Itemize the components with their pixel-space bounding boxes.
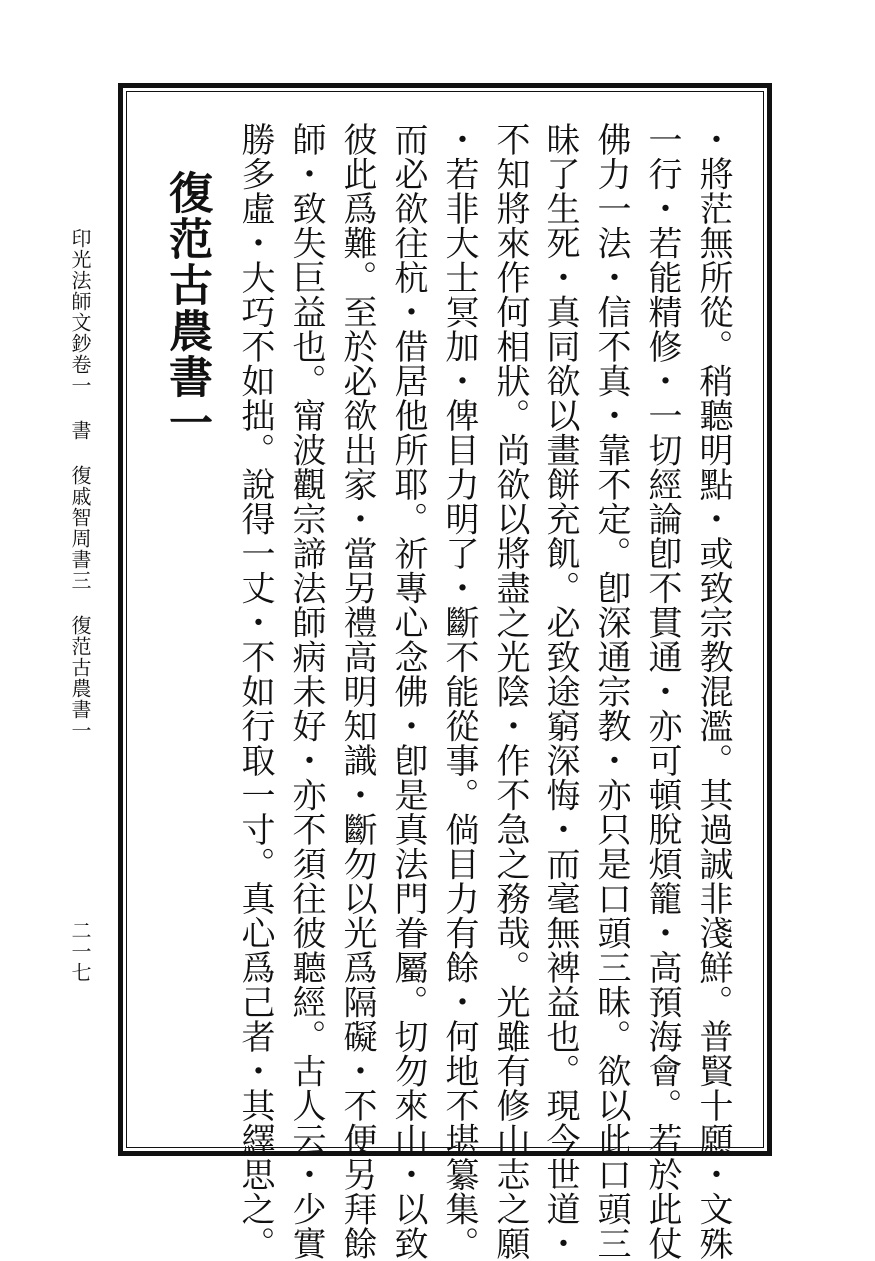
header-book-title: 印光法師文鈔卷一 bbox=[68, 228, 92, 396]
header-letter-current: 復范古農書一 bbox=[68, 615, 92, 741]
text-column-9: 師・致失巨益也。甯波觀宗諦法師病未好・亦不須往彼聽經。古人云・少實 bbox=[286, 122, 326, 1261]
text-column-4: 昧了生死・真同欲以畫餅充飢。必致途窮深悔・而毫無裨益也。現今世道・ bbox=[540, 122, 580, 1261]
text-column-8: 彼此爲難。至於必欲出家・當另禮高明知識・斷勿以光爲隔礙・不便另拜餘 bbox=[337, 122, 377, 1261]
letter-title: 復范古農書一 bbox=[161, 170, 212, 446]
text-column-5: 不知將來作何相狀。尚欲以將盡之光陰・作不急之務哉。光雖有修山志之願 bbox=[490, 122, 530, 1261]
text-column-7: 而必欲往杭・借居他所耶。祈專心念佛・卽是真法門眷屬。切勿來山・以致 bbox=[388, 122, 428, 1261]
text-column-3: 佛力一法・信不真・靠不定。卽深通宗教・亦只是口頭三昧。欲以此口頭三 bbox=[591, 122, 631, 1261]
header-letter-prev: 復戚智周書三 bbox=[68, 465, 92, 591]
page-number: 二一七 bbox=[68, 920, 92, 983]
text-column-2: 一行・若能精修・一切經論卽不貫通・亦可頓脫煩籠・高預海會。若於此仗 bbox=[642, 122, 682, 1261]
text-column-10: 勝多虛・大巧不如拙。說得一丈・不如行取一寸。真心爲己者・其繹思之。 bbox=[235, 122, 275, 1261]
text-column-6: ・若非大士冥加・俾目力明了・斷不能從事。倘目力有餘・何地不堪纂集。 bbox=[439, 122, 479, 1261]
text-column-1: ・將茫無所從。稍聽明點・或致宗教混濫。其過誠非淺鮮。普賢十願・文殊 bbox=[693, 122, 733, 1261]
header-section: 書 bbox=[68, 420, 92, 441]
margin-header bbox=[70, 228, 90, 741]
